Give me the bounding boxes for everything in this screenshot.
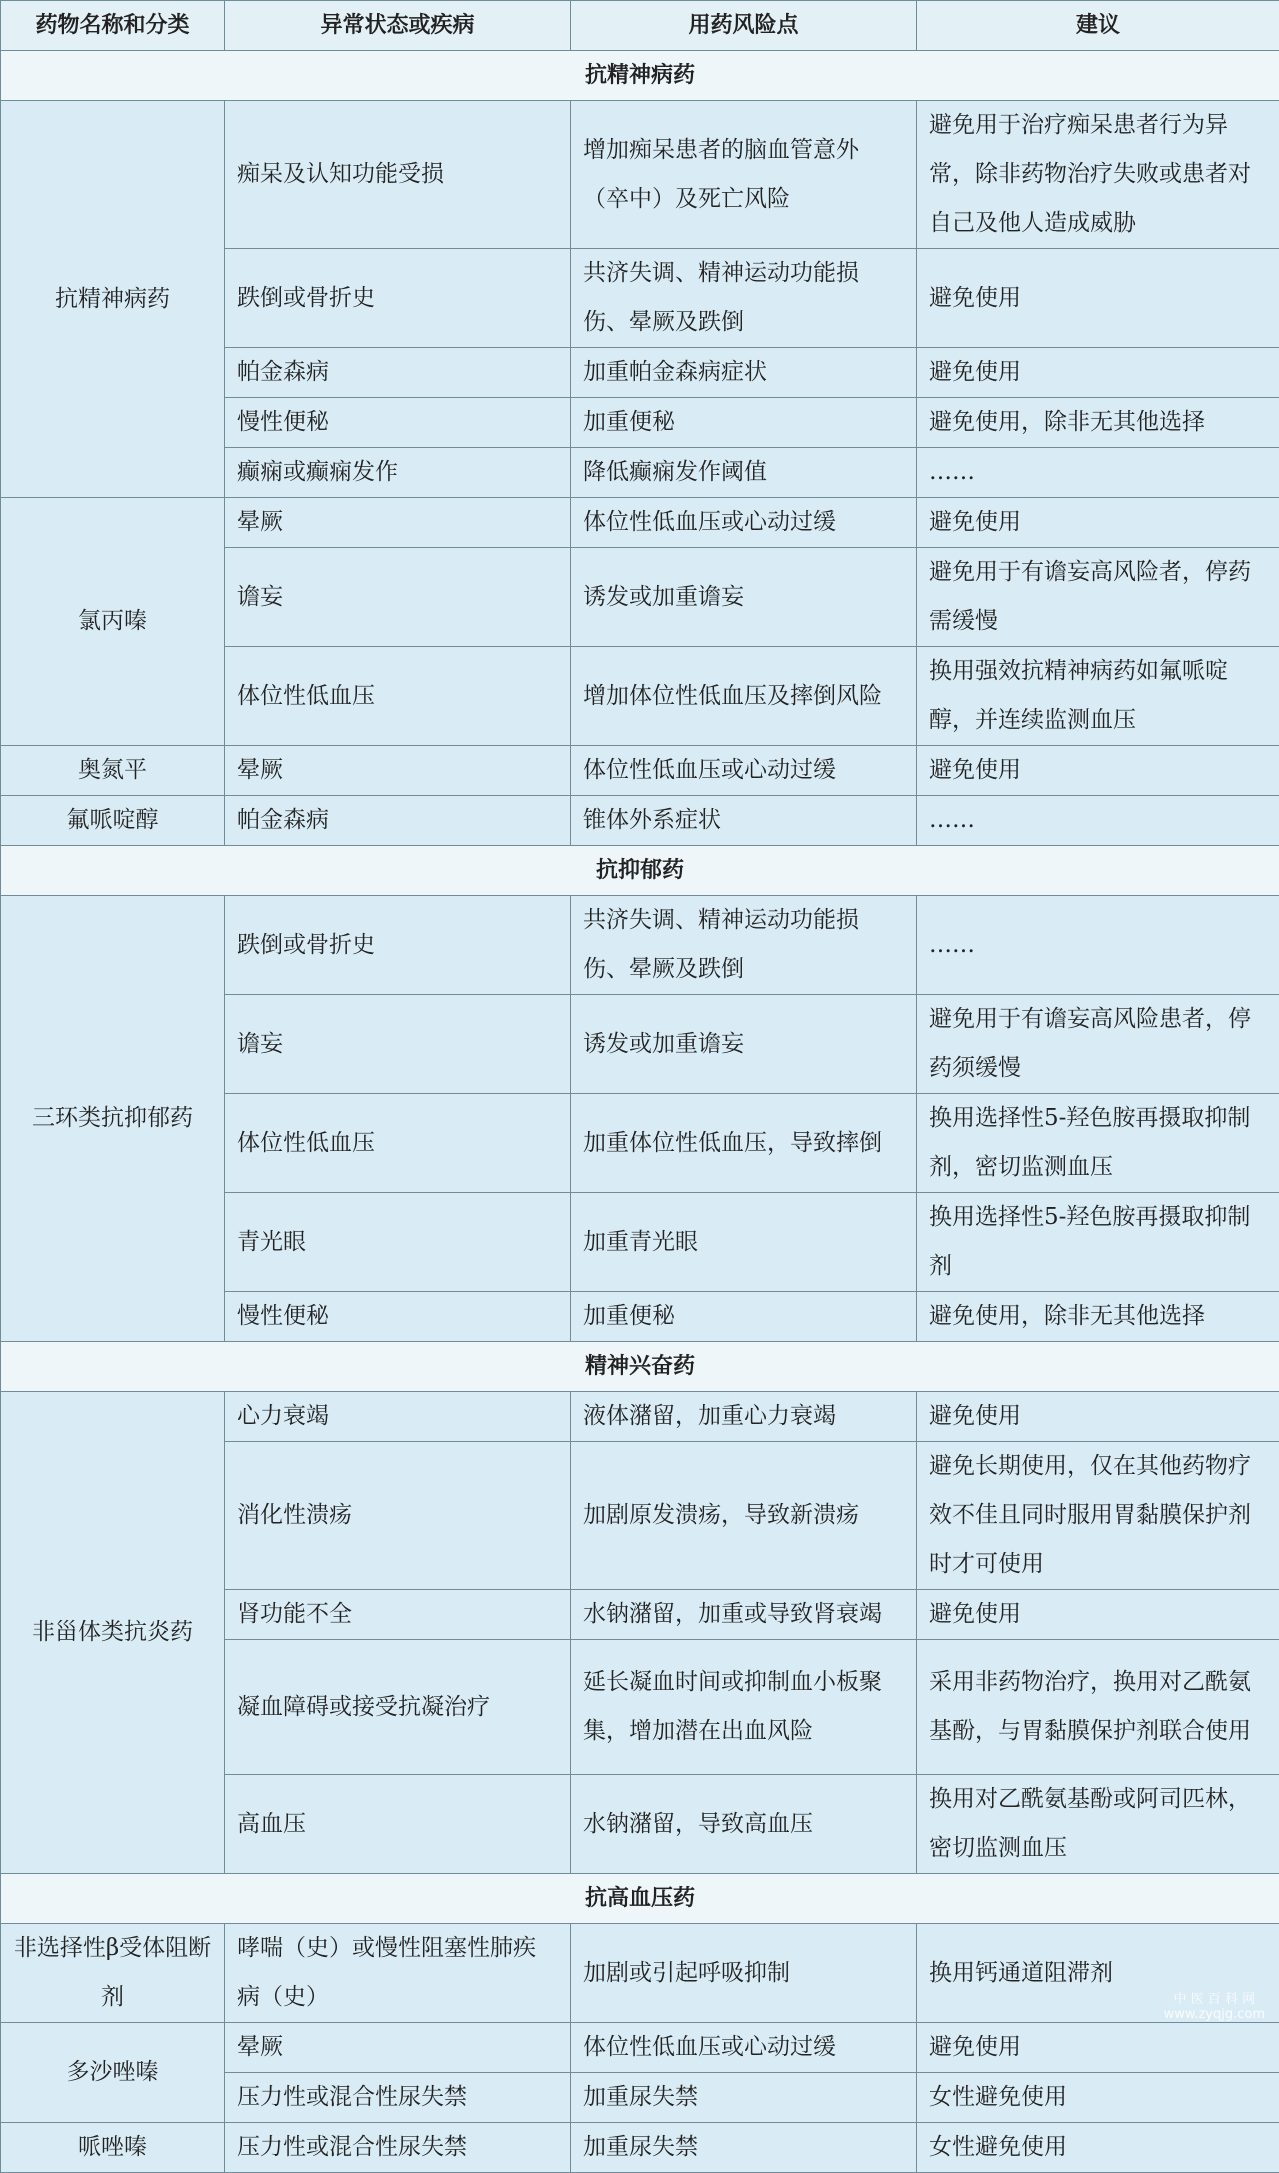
condition-cell: 凝血障碍或接受抗凝治疗 xyxy=(225,1640,571,1775)
risk-cell: 加重尿失禁 xyxy=(571,2123,917,2173)
watermark-line2: www.zyqjg.com xyxy=(1164,2007,1265,2022)
condition-cell: 体位性低血压 xyxy=(225,647,571,746)
watermark xyxy=(1164,1992,1265,2022)
header-row xyxy=(1,1,1279,51)
advice-cell: …… xyxy=(917,448,1279,498)
condition-cell: 晕厥 xyxy=(225,746,571,796)
advice-cell: 避免使用 xyxy=(917,1392,1279,1442)
table-row xyxy=(1,101,1279,249)
risk-cell: 加重便秘 xyxy=(571,1292,917,1342)
drug-name: 三环类抗抑郁药 xyxy=(1,896,225,1342)
advice-cell: 换用钙通道阻滞剂 xyxy=(917,1924,1279,2023)
advice-cell: 避免用于有谵妄高风险者，停药需缓慢 xyxy=(917,548,1279,647)
section-row xyxy=(1,1874,1279,1924)
risk-cell: 加重青光眼 xyxy=(571,1193,917,1292)
table-row xyxy=(1,1924,1279,2023)
condition-cell: 消化性溃疡 xyxy=(225,1442,571,1590)
condition-cell: 晕厥 xyxy=(225,2023,571,2073)
advice-cell: …… xyxy=(917,896,1279,995)
advice-cell: 避免使用 xyxy=(917,348,1279,398)
section-row xyxy=(1,846,1279,896)
drug-name: 抗精神病药 xyxy=(1,101,225,498)
drug-name: 氯丙嗪 xyxy=(1,498,225,746)
section-title: 抗精神病药 xyxy=(1,51,1279,101)
condition-cell: 心力衰竭 xyxy=(225,1392,571,1442)
section-title: 抗抑郁药 xyxy=(1,846,1279,896)
drug-name: 奥氮平 xyxy=(1,746,225,796)
advice-cell: 避免长期使用，仅在其他药物疗效不佳且同时服用胃黏膜保护剂时才可使用 xyxy=(917,1442,1279,1590)
risk-cell: 诱发或加重谵妄 xyxy=(571,995,917,1094)
condition-cell: 体位性低血压 xyxy=(225,1094,571,1193)
drug-name: 多沙唑嗪 xyxy=(1,2023,225,2123)
risk-cell: 诱发或加重谵妄 xyxy=(571,548,917,647)
advice-cell: 采用非药物治疗，换用对乙酰氨基酚，与胃黏膜保护剂联合使用 xyxy=(917,1640,1279,1775)
risk-cell: 体位性低血压或心动过缓 xyxy=(571,2023,917,2073)
condition-cell: 跌倒或骨折史 xyxy=(225,249,571,348)
advice-cell: 避免用于治疗痴呆患者行为异常，除非药物治疗失败或患者对自己及他人造成威胁 xyxy=(917,101,1279,249)
header-advice: 建议 xyxy=(917,1,1279,51)
advice-cell: 避免使用 xyxy=(917,498,1279,548)
advice-cell: 女性避免使用 xyxy=(917,2073,1279,2123)
watermark-line1: 中 医 百 科 网 xyxy=(1164,1992,1265,2007)
table-row xyxy=(1,1392,1279,1442)
advice-cell: 避免使用，除非无其他选择 xyxy=(917,1292,1279,1342)
header-risk: 用药风险点 xyxy=(571,1,917,51)
risk-cell: 降低癫痫发作阈值 xyxy=(571,448,917,498)
advice-cell: 避免使用 xyxy=(917,1590,1279,1640)
table-row xyxy=(1,498,1279,548)
risk-cell: 延长凝血时间或抑制血小板聚集，增加潜在出血风险 xyxy=(571,1640,917,1775)
section-row xyxy=(1,1342,1279,1392)
condition-cell: 压力性或混合性尿失禁 xyxy=(225,2073,571,2123)
advice-cell: 换用强效抗精神病药如氟哌啶醇，并连续监测血压 xyxy=(917,647,1279,746)
condition-cell: 慢性便秘 xyxy=(225,398,571,448)
condition-cell: 痴呆及认知功能受损 xyxy=(225,101,571,249)
risk-cell: 增加痴呆患者的脑血管意外（卒中）及死亡风险 xyxy=(571,101,917,249)
table-row xyxy=(1,896,1279,995)
risk-cell: 加剧原发溃疡，导致新溃疡 xyxy=(571,1442,917,1590)
condition-cell: 癫痫或癫痫发作 xyxy=(225,448,571,498)
section-title: 精神兴奋药 xyxy=(1,1342,1279,1392)
drug-name: 非甾体类抗炎药 xyxy=(1,1392,225,1874)
condition-cell: 帕金森病 xyxy=(225,348,571,398)
condition-cell: 跌倒或骨折史 xyxy=(225,896,571,995)
risk-cell: 共济失调、精神运动功能损伤、晕厥及跌倒 xyxy=(571,249,917,348)
condition-cell: 青光眼 xyxy=(225,1193,571,1292)
risk-cell: 加重尿失禁 xyxy=(571,2073,917,2123)
condition-cell: 哮喘（史）或慢性阻塞性肺疾病（史） xyxy=(225,1924,571,2023)
advice-cell: 女性避免使用 xyxy=(917,2123,1279,2173)
advice-cell: 换用选择性5-羟色胺再摄取抑制剂，密切监测血压 xyxy=(917,1094,1279,1193)
risk-cell: 水钠潴留，加重或导致肾衰竭 xyxy=(571,1590,917,1640)
section-title: 抗高血压药 xyxy=(1,1874,1279,1924)
advice-cell: 避免用于有谵妄高风险患者，停药须缓慢 xyxy=(917,995,1279,1094)
risk-cell: 加重帕金森病症状 xyxy=(571,348,917,398)
advice-cell: 避免使用 xyxy=(917,249,1279,348)
risk-cell: 增加体位性低血压及摔倒风险 xyxy=(571,647,917,746)
risk-cell: 体位性低血压或心动过缓 xyxy=(571,498,917,548)
condition-cell: 晕厥 xyxy=(225,498,571,548)
advice-cell: 避免使用 xyxy=(917,2023,1279,2073)
drug-name: 非选择性β受体阻断剂 xyxy=(1,1924,225,2023)
drug-name: 氟哌啶醇 xyxy=(1,796,225,846)
section-row xyxy=(1,51,1279,101)
risk-cell: 加重体位性低血压，导致摔倒 xyxy=(571,1094,917,1193)
table-row xyxy=(1,746,1279,796)
header-condition: 异常状态或疾病 xyxy=(225,1,571,51)
condition-cell: 慢性便秘 xyxy=(225,1292,571,1342)
advice-cell: 换用对乙酰氨基酚或阿司匹林，密切监测血压 xyxy=(917,1775,1279,1874)
condition-cell: 高血压 xyxy=(225,1775,571,1874)
drug-name: 哌唑嗪 xyxy=(1,2123,225,2173)
risk-cell: 体位性低血压或心动过缓 xyxy=(571,746,917,796)
header-drug-name: 药物名称和分类 xyxy=(1,1,225,51)
advice-cell: 避免使用，除非无其他选择 xyxy=(917,398,1279,448)
table-row xyxy=(1,2023,1279,2073)
advice-cell: …… xyxy=(917,796,1279,846)
condition-cell: 帕金森病 xyxy=(225,796,571,846)
risk-cell: 液体潴留，加重心力衰竭 xyxy=(571,1392,917,1442)
advice-cell: 换用选择性5-羟色胺再摄取抑制剂 xyxy=(917,1193,1279,1292)
risk-cell: 水钠潴留，导致高血压 xyxy=(571,1775,917,1874)
table-row xyxy=(1,2123,1279,2173)
table-row xyxy=(1,796,1279,846)
risk-cell: 共济失调、精神运动功能损伤、晕厥及跌倒 xyxy=(571,896,917,995)
condition-cell: 谵妄 xyxy=(225,995,571,1094)
condition-cell: 肾功能不全 xyxy=(225,1590,571,1640)
risk-cell: 锥体外系症状 xyxy=(571,796,917,846)
advice-cell: 避免使用 xyxy=(917,746,1279,796)
condition-cell: 压力性或混合性尿失禁 xyxy=(225,2123,571,2173)
condition-cell: 谵妄 xyxy=(225,548,571,647)
risk-cell: 加剧或引起呼吸抑制 xyxy=(571,1924,917,2023)
risk-cell: 加重便秘 xyxy=(571,398,917,448)
